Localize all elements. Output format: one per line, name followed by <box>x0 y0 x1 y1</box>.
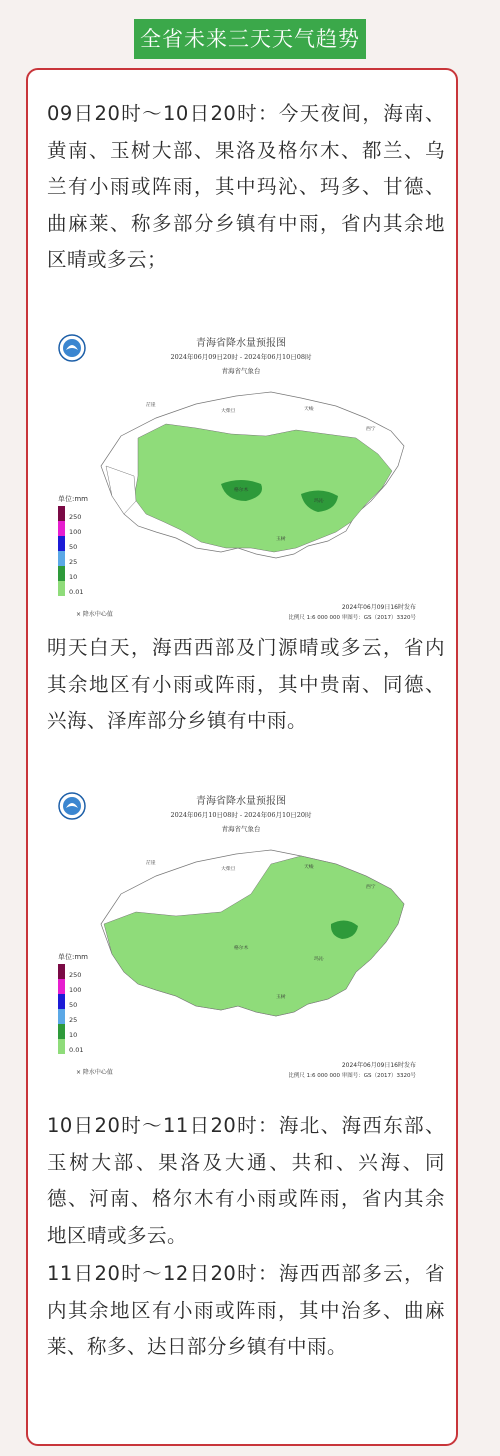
svg-text:天峻: 天峻 <box>304 865 314 870</box>
precipitation-legend <box>58 952 88 1054</box>
legend-label: 100 <box>69 986 82 994</box>
legend-label: 250 <box>69 971 82 979</box>
legend-swatch <box>58 979 65 994</box>
svg-text:格尔木: 格尔木 <box>234 946 249 951</box>
svg-text:西宁: 西宁 <box>366 885 376 890</box>
qinghai-map-2 <box>46 784 436 1084</box>
legend-label: 0.01 <box>69 588 84 596</box>
map-agency: 青海省气象台 <box>221 367 261 375</box>
legend-swatch <box>58 964 65 979</box>
legend-label: 25 <box>69 1016 78 1024</box>
legend-label: 0.01 <box>69 1046 84 1054</box>
forecast-paragraph-3: 10日20时～11日20时：海北、海西东部、玉树大部、果洛及大通、共和、兴海、同德、河南、格尔木有小雨或阵雨，省内其余地区晴或多云。 <box>47 1114 445 1247</box>
legend-swatch <box>58 551 65 566</box>
legend-swatch <box>58 521 65 536</box>
precipitation-map-1 <box>46 326 436 626</box>
legend-swatch <box>58 581 65 596</box>
map-period: 2024年06月09日20时 - 2024年06月10日08时 <box>170 353 312 361</box>
legend-title: 单位:mm <box>58 953 88 961</box>
svg-text:玉树: 玉树 <box>276 537 286 542</box>
map-scale-note: 比例尺 1:6 000 000 审图号：GS（2017）3320号 <box>288 615 416 621</box>
section-banner: 全省未来三天天气趋势 <box>134 19 366 59</box>
svg-text:玛沁: 玛沁 <box>314 499 324 504</box>
legend-swatch <box>58 1039 65 1054</box>
legend-swatch <box>58 1024 65 1039</box>
svg-text:玉树: 玉树 <box>276 995 286 1000</box>
legend-swatch <box>58 1009 65 1024</box>
legend-swatch <box>58 536 65 551</box>
map-scale-note: 比例尺 1:6 000 000 审图号：GS（2017）3320号 <box>288 1073 416 1079</box>
legend-label: 10 <box>69 573 78 581</box>
legend-label: 10 <box>69 1031 78 1039</box>
legend-label: 50 <box>69 1001 78 1009</box>
svg-text:茫崖: 茫崖 <box>146 403 156 408</box>
map-title: 青海省降水量预报图 <box>196 338 286 349</box>
map-agency: 青海省气象台 <box>221 825 261 833</box>
svg-text:格尔木: 格尔木 <box>234 488 249 493</box>
map-period: 2024年06月10日08时 - 2024年06月10日20时 <box>170 811 312 819</box>
center-marker-note: × 降水中心值 <box>76 611 113 618</box>
svg-text:大柴旦: 大柴旦 <box>221 409 236 414</box>
legend-title: 单位:mm <box>58 495 88 503</box>
center-marker-note: × 降水中心值 <box>76 1069 113 1076</box>
forecast-paragraph-4: 11日20时～12日20时：海西西部多云，省内其余地区有小雨或阵雨，其中治多、曲麻莱、称多、达日部分乡镇有中雨。 <box>47 1262 445 1358</box>
precipitation-legend <box>58 494 88 596</box>
legend-label: 50 <box>69 543 78 551</box>
map-title: 青海省降水量预报图 <box>196 796 286 807</box>
svg-text:大柴旦: 大柴旦 <box>221 867 236 872</box>
map-published: 2024年06月09日16时发布 <box>341 604 416 611</box>
legend-label: 25 <box>69 558 78 566</box>
legend-swatch <box>58 506 65 521</box>
legend-label: 250 <box>69 513 82 521</box>
legend-swatch <box>58 566 65 581</box>
forecast-paragraph-2: 明天白天，海西西部及门源晴或多云，省内其余地区有小雨或阵雨，其中贵南、同德、兴海、泽库部分乡镇有中雨。 <box>47 636 445 732</box>
legend-swatch <box>58 994 65 1009</box>
forecast-card <box>26 68 458 1446</box>
svg-text:茫崖: 茫崖 <box>146 861 156 866</box>
qinghai-map-1 <box>46 326 436 626</box>
svg-text:玛沁: 玛沁 <box>314 957 324 962</box>
precipitation-map-2 <box>46 784 436 1084</box>
legend-label: 100 <box>69 528 82 536</box>
map-published: 2024年06月09日16时发布 <box>341 1062 416 1069</box>
forecast-paragraph-1: 09日20时～10日20时：今天夜间，海南、黄南、玉树大部、果洛及格尔木、都兰、乌兰有小雨或阵雨，其中玛沁、玛多、甘德、曲麻莱、称多部分乡镇有中雨，省内其余地区晴或多云； <box>47 102 445 271</box>
svg-text:西宁: 西宁 <box>366 427 376 432</box>
svg-text:天峻: 天峻 <box>304 407 314 412</box>
